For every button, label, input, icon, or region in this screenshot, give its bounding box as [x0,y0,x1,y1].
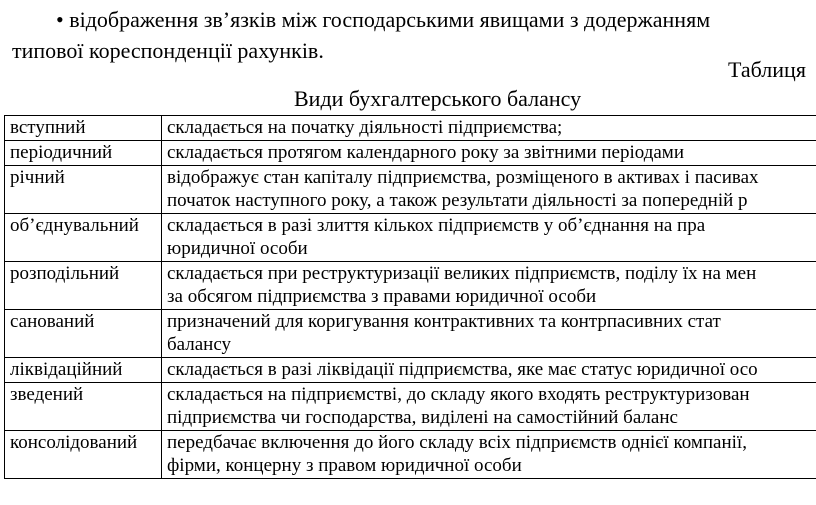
intro-line-1: • відображення зв’язків між господарськими явищами з додержанням [56,7,711,32]
balance-description-cell [162,166,816,214]
balance-description-cell [162,310,816,358]
description-line: передбачає включення до його складу всіх підприємств однієї компанії, [167,432,747,453]
balance-description-cell [162,358,816,383]
description-line: призначений для коригування контрактивних та контрпасивних стат [167,311,721,332]
description-line: юридичної особи [167,238,308,259]
intro-line-2: типової кореспонденції рахунків. [12,38,324,63]
balance-description-cell [162,383,816,431]
description-line: фірми, концерну з правом юридичної особи [167,455,522,476]
balance-type-cell: вступний [5,116,162,141]
balance-types-table [4,115,816,479]
balance-type-cell: консолідований [5,431,162,479]
description-line: відображує стан капіталу підприємства, розміщеного в активах і пасивах [167,167,759,188]
balance-description-cell [162,116,816,141]
table-row [5,141,816,166]
description-line: складається на початку діяльності підприємства; [167,117,563,138]
description-line: підприємства чи господарства, виділені на самостійний баланс [167,407,678,428]
table-row [5,116,816,141]
table-title: Види бухгалтерського балансу [294,86,582,111]
table-body [5,116,816,479]
table-label: Таблиця [728,57,806,82]
balance-type-cell: санований [5,310,162,358]
description-line: початок наступного року, а також результати діяльності за попередній р [167,190,748,211]
balance-type-cell: розподільний [5,262,162,310]
table-row [5,431,816,479]
table-row [5,310,816,358]
description-line: складається на підприємстві, до складу якого входять реструктуризован [167,384,750,405]
description-line: складається протягом календарного року за звітними періодами [167,142,684,163]
balance-type-cell: періодичний [5,141,162,166]
table-row [5,383,816,431]
table-row [5,214,816,262]
balance-type-cell: річний [5,166,162,214]
table-row [5,166,816,214]
balance-type-cell: об’єднувальний [5,214,162,262]
balance-description-cell [162,262,816,310]
balance-type-cell: зведений [5,383,162,431]
description-line: складається при реструктуризації великих підприємств, поділу їх на мен [167,263,757,284]
intro-paragraph [12,4,816,66]
balance-type-cell: ліквідаційний [5,358,162,383]
balance-description-cell [162,141,816,166]
description-line: складається в разі злиття кількох підприємств у об’єднання на пра [167,215,706,236]
table-row [5,358,816,383]
description-line: складається в разі ліквідації підприємства, яке має статус юридичної осо [167,359,758,380]
balance-description-cell [162,431,816,479]
description-line: за обсягом підприємства з правами юридичної особи [167,286,597,307]
balance-description-cell [162,214,816,262]
description-line: балансу [167,334,232,355]
table-row [5,262,816,310]
